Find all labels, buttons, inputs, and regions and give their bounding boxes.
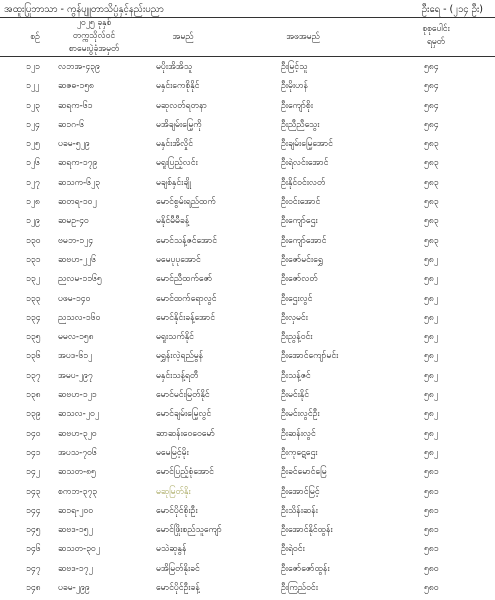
student-name-cell: မဆုလတ်ရတနာ bbox=[156, 100, 207, 111]
total-marks-cell: ၅၈၃ bbox=[424, 177, 439, 188]
total-marks-cell: ၅၈၁ bbox=[424, 486, 439, 497]
column-header-no: စဉ် bbox=[30, 32, 40, 42]
roll-number-header-line-2: တက္ကသိုလ်ဝင် bbox=[72, 31, 116, 41]
row-number: ၁၃၂ bbox=[26, 274, 40, 285]
roll-number-cell: ဗမဘ-၁၂၄ bbox=[58, 235, 94, 246]
total-marks-cell: ၅၈၂ bbox=[424, 390, 438, 401]
total-marks-cell: ၅၈၃ bbox=[424, 197, 439, 208]
total-marks-cell: ၅၈၀ bbox=[424, 583, 439, 594]
student-name-cell: မောင်ပိုင်ဦးခန့် bbox=[156, 583, 200, 594]
page-header bbox=[0, 0, 495, 18]
column-header-name: အမည် bbox=[172, 32, 194, 42]
total-marks-cell: ၅၈၃ bbox=[424, 158, 439, 169]
roll-number-cell: ဆတရ-၁၀၂ bbox=[58, 197, 97, 208]
table-row bbox=[0, 232, 495, 251]
roll-number-header-line-3: စာမေးပွဲခုံအမှတ် bbox=[68, 44, 120, 54]
table-row bbox=[0, 444, 495, 463]
table-row bbox=[0, 309, 495, 328]
table-row bbox=[0, 328, 495, 347]
column-header-total-marks bbox=[406, 23, 466, 49]
row-number: ၁၃၉ bbox=[26, 409, 41, 420]
row-number: ၁၄၅ bbox=[26, 525, 41, 536]
roll-number-cell: ညသလ-၁၆၀ bbox=[58, 312, 101, 323]
father-name-cell: ဦးရဲဝင်း bbox=[281, 544, 305, 555]
row-number: ၁၄၄ bbox=[26, 505, 41, 516]
student-name-cell: မောင်ပိုင်စိုးဦး bbox=[156, 505, 198, 516]
total-marks-cell: ၅၈၂ bbox=[424, 351, 438, 362]
table-row bbox=[0, 502, 495, 521]
roll-number-cell: မမလ-၁၅၈ bbox=[58, 332, 94, 343]
table-row bbox=[0, 540, 495, 559]
roll-number-cell: ဆသတ-၃၀၂ bbox=[58, 544, 100, 555]
student-name-cell: မမေပုပုအောင် bbox=[156, 254, 201, 265]
total-marks-cell: ၅၈၃ bbox=[424, 235, 439, 246]
father-name-cell: ဦးညွန့်ဝင်း bbox=[281, 332, 313, 343]
father-name-cell: ဦးဝင်းအောင် bbox=[281, 197, 321, 208]
roll-number-cell: ဆရက-၆၁ bbox=[58, 100, 93, 111]
roll-number-cell: ဆသက-၆၂၃ bbox=[58, 177, 101, 188]
student-name-cell: မပိုးအိအိသူ bbox=[156, 62, 193, 72]
table-row bbox=[0, 135, 495, 154]
table-row bbox=[0, 97, 495, 116]
father-name-cell: ဦးကျော်အောင် bbox=[281, 235, 327, 246]
table-row bbox=[0, 290, 495, 309]
student-name-cell: မမေမြင့်မိုး bbox=[156, 447, 189, 458]
roll-number-cell: စကဘ-၃၇၃ bbox=[58, 486, 98, 497]
results-table-body bbox=[0, 58, 495, 598]
father-name-cell: ဦးကျော်ဌေး bbox=[281, 216, 318, 227]
total-marks-cell: ၅၈၂ bbox=[424, 370, 438, 381]
student-name-cell: မရွှန်းလဲ့ရည်မွန် bbox=[156, 351, 204, 362]
row-number: ၁၂၅ bbox=[26, 139, 40, 150]
table-row bbox=[0, 560, 495, 579]
father-name-cell: ဦးအောင်နိုင်ထွန်း bbox=[281, 525, 333, 536]
roll-number-cell: အမပ-၂၉၇ bbox=[58, 370, 93, 381]
roll-number-cell: ဆဗဟ-၁၂၁ bbox=[58, 390, 97, 401]
father-name-cell: ဦးသန့်ဇင် bbox=[281, 370, 311, 381]
row-number: ၁၂၆ bbox=[26, 158, 40, 169]
table-row bbox=[0, 483, 495, 502]
student-name-cell: မရူးသက်နိုင် bbox=[156, 332, 194, 343]
total-marks-cell: ၅၈၄ bbox=[424, 119, 439, 130]
student-name-cell: မနှင်းကေစိုနိုင် bbox=[156, 81, 200, 92]
roll-number-cell: ဆမဥ-၄၀ bbox=[58, 216, 89, 227]
row-number: ၁၄၃ bbox=[26, 486, 41, 497]
student-name-cell: မရူးပြည့်လင်း bbox=[156, 158, 198, 169]
father-name-cell: ဦးမင်းနိုင် bbox=[281, 390, 310, 401]
father-name-cell: ဦးသိန်းဆန်း bbox=[281, 505, 318, 516]
table-row bbox=[0, 193, 495, 212]
roll-number-cell: ညလမ-၁၁၆၅ bbox=[58, 274, 102, 285]
table-row bbox=[0, 579, 495, 598]
father-name-cell: ဦးညီညီသွေး bbox=[281, 119, 320, 130]
father-name-cell: ဦးဇော်မင်းရွှေ bbox=[281, 254, 323, 265]
row-number: ၁၃၁ bbox=[26, 254, 41, 265]
row-number: ၁၃၆ bbox=[26, 351, 41, 362]
father-name-cell: ဦးအောင်မြင့် bbox=[281, 486, 320, 497]
roll-number-cell: အပဒ-၆၁၂ bbox=[58, 351, 93, 362]
total-marks-cell: ၅၈၄ bbox=[424, 100, 439, 111]
student-name-cell: မောင်ပြည့်စုံအောင် bbox=[156, 467, 214, 478]
student-name-cell: မောင်ညီထက်ဇော် bbox=[156, 274, 213, 285]
roll-number-cell: ဆ၁ဂ-၆ bbox=[58, 119, 84, 130]
father-name-cell: ဦးခင်မောင်မြေ bbox=[281, 467, 327, 478]
row-number: ၁၂၄ bbox=[26, 119, 40, 130]
row-number: ၁၃၃ bbox=[26, 293, 41, 304]
roll-number-cell: ဆရက-၁၇၉ bbox=[58, 158, 98, 169]
row-number: ၁၂၈ bbox=[26, 197, 40, 208]
roll-number-cell: ဆဇဓ-၁၅၈ bbox=[58, 81, 94, 92]
student-name-cell: မသဲဆုနွန် bbox=[156, 544, 187, 555]
table-row bbox=[0, 77, 495, 96]
father-name-cell: ဦးရဲလင်းအောင် bbox=[281, 158, 329, 169]
table-row bbox=[0, 521, 495, 540]
roll-number-cell: ဆသလ-၂၀၂ bbox=[58, 409, 100, 420]
total-marks-header-line-1: စုစုပေါင်း bbox=[422, 24, 450, 34]
row-number: ၁၂၃ bbox=[26, 100, 40, 111]
student-name-cell: မောင်ချမ်းမြေ့လွင် bbox=[156, 409, 212, 420]
student-name-cell: ဆာဆန်းဝေဝေမော် bbox=[156, 428, 215, 439]
student-name-cell: မချစ်နှင်းချို bbox=[156, 177, 191, 188]
father-name-cell: ဦးဇော်လတ် bbox=[281, 274, 318, 285]
row-number: ၁၄၀ bbox=[26, 428, 41, 439]
roll-number-header-line-1: ၂၀၂၅ ခုနှစ် bbox=[76, 18, 112, 28]
table-row bbox=[0, 212, 495, 231]
father-name-cell: ဦးကျော်စိုး bbox=[281, 100, 313, 111]
student-count: ဦးရေ - (၂၁၄ ဦး) bbox=[421, 4, 483, 15]
total-marks-cell: ၅၈၂ bbox=[424, 447, 438, 458]
row-number: ၁၃၅ bbox=[26, 332, 41, 343]
roll-number-cell: အပသ-၇၀၆ bbox=[58, 447, 97, 458]
father-name-cell: ဦးကုဋေဌေး bbox=[281, 447, 318, 458]
total-marks-cell: ၅၈၁ bbox=[424, 525, 439, 536]
father-name-cell: ဦးနိုင်ဝင်းလတ် bbox=[281, 177, 326, 188]
row-number: ၁၄၆ bbox=[26, 544, 41, 555]
total-marks-header-line-2: ရမှတ် bbox=[426, 37, 445, 47]
student-name-cell: မောင်သန့်ဇင်အောင် bbox=[156, 235, 218, 246]
roll-number-cell: ဆဗဟ-၃၂၀ bbox=[58, 428, 97, 439]
total-marks-cell: ၅၈၂ bbox=[424, 254, 438, 265]
total-marks-cell: ၅၈၁ bbox=[424, 544, 439, 555]
row-number: ၁၄၈ bbox=[26, 583, 41, 594]
subject-title: အထူးပြုဘာသာ - ကွန်ပျူတာသိပ္ပံနှင့်နည်းပညာ bbox=[4, 4, 164, 15]
table-row bbox=[0, 425, 495, 444]
father-name-cell: ဦးဌေးလွင် bbox=[281, 293, 313, 304]
father-name-cell: ဦးမြင့်သူ bbox=[281, 62, 308, 72]
table-header-divider bbox=[0, 56, 495, 57]
total-marks-cell: ၅၈၂ bbox=[424, 274, 438, 285]
row-number: ၁၄၁ bbox=[26, 447, 41, 458]
row-number: ၁၃၄ bbox=[26, 312, 41, 323]
total-marks-cell: ၅၈၀ bbox=[424, 563, 439, 574]
father-name-cell: ဦးမင်းလွင်ဦး bbox=[281, 409, 320, 420]
roll-number-cell: ဆ၁ရ-၂၀၀ bbox=[58, 505, 94, 516]
table-row bbox=[0, 174, 495, 193]
table-row bbox=[0, 386, 495, 405]
father-name-cell: ဦးကြည်ဝင်း bbox=[281, 583, 318, 594]
total-marks-cell: ၅၈၂ bbox=[424, 293, 438, 304]
column-header-roll-number bbox=[48, 17, 140, 56]
table-row bbox=[0, 58, 495, 77]
father-name-cell: ဦးဆန်းလွင် bbox=[281, 428, 316, 439]
total-marks-cell: ၅၈၁ bbox=[424, 505, 439, 516]
table-row bbox=[0, 463, 495, 482]
total-marks-cell: ၅၈၃ bbox=[424, 139, 439, 150]
father-name-cell: ဦးချမ်းမြေ့အောင် bbox=[281, 139, 333, 150]
student-name-cell: မအိမြတ်နိုးခင် bbox=[156, 563, 200, 574]
student-name-cell: မောင်နိုင်းခန့်အောင် bbox=[156, 312, 216, 323]
total-marks-cell: ၅၈၂ bbox=[424, 312, 438, 323]
roll-number-cell: လဘအ-၄၃၉ bbox=[58, 62, 100, 72]
roll-number-cell: ပဖမ-၁၄၀ bbox=[58, 293, 91, 304]
row-number: ၁၃၈ bbox=[26, 390, 41, 401]
total-marks-cell: ၅၈၂ bbox=[424, 409, 438, 420]
total-marks-cell: ၅၈၄ bbox=[424, 62, 439, 72]
table-row bbox=[0, 154, 495, 173]
total-marks-cell: ၅၈၁ bbox=[424, 467, 439, 478]
father-name-cell: ဦးအောင်ကျော်မင်း bbox=[281, 351, 339, 362]
roll-number-cell: ဆဗဒ-၁၇၂ bbox=[58, 563, 93, 574]
student-name-cell: မနိုင်မီမီခန့် bbox=[156, 216, 190, 227]
roll-number-cell: ပခမ-၂၉၉ bbox=[58, 583, 90, 594]
father-name-cell: ဦးမိုးဟန် bbox=[281, 81, 308, 92]
table-row bbox=[0, 116, 495, 135]
row-number: ၁၂၇ bbox=[26, 177, 40, 188]
student-name-cell: မောင်ထက်ရောလွင် bbox=[156, 293, 217, 304]
total-marks-cell: ၅၈၃ bbox=[424, 216, 439, 227]
roll-number-cell: ဆဗဒ-၁၅၂ bbox=[58, 525, 93, 536]
father-name-cell: ဦးလှမင်း bbox=[281, 312, 308, 323]
total-marks-cell: ၅၈၂ bbox=[424, 332, 438, 343]
total-marks-cell: ၅၈၄ bbox=[424, 81, 439, 92]
table-row bbox=[0, 367, 495, 386]
total-marks-cell: ၅၈၂ bbox=[424, 428, 438, 439]
student-name-cell: မောင်စွမ်းရည်ထက် bbox=[156, 197, 216, 208]
row-number: ၁၄၇ bbox=[26, 563, 41, 574]
row-number: ၁၃၀ bbox=[26, 235, 41, 246]
student-name-cell: မောင်ဖြိုးစည်သူကျော် bbox=[156, 525, 222, 536]
student-name-cell: မအိချမ်းမြေ့ကို bbox=[156, 119, 202, 130]
row-number: ၁၄၂ bbox=[26, 467, 40, 478]
student-name-cell: မနှင်းအိလှိုင် bbox=[156, 139, 194, 150]
column-header-father-name: အဖအမည် bbox=[286, 32, 320, 42]
table-row bbox=[0, 405, 495, 424]
row-number: ၁၂၁ bbox=[26, 62, 40, 72]
table-row bbox=[0, 347, 495, 366]
table-row bbox=[0, 270, 495, 289]
row-number: ၁၂၉ bbox=[26, 216, 40, 227]
student-name-cell: မနှင်းသန့်ရတီ bbox=[156, 370, 199, 381]
student-name-cell: မဆုမြတ်နိုး bbox=[156, 486, 191, 497]
row-number: ၁၃၇ bbox=[26, 370, 41, 381]
row-number: ၁၂၂ bbox=[26, 81, 40, 92]
roll-number-cell: ဆသတ-၈၅ bbox=[58, 467, 96, 478]
father-name-cell: ဦးဇော်ဇော်ထွန်း bbox=[281, 563, 330, 574]
student-name-cell: မောင်မင်းမြတ်နိုင် bbox=[156, 390, 210, 401]
roll-number-cell: ပခမ-၅၂၉ bbox=[58, 139, 90, 150]
roll-number-cell: ဆဗဟ-၂၂၆ bbox=[58, 254, 97, 265]
table-row bbox=[0, 251, 495, 270]
